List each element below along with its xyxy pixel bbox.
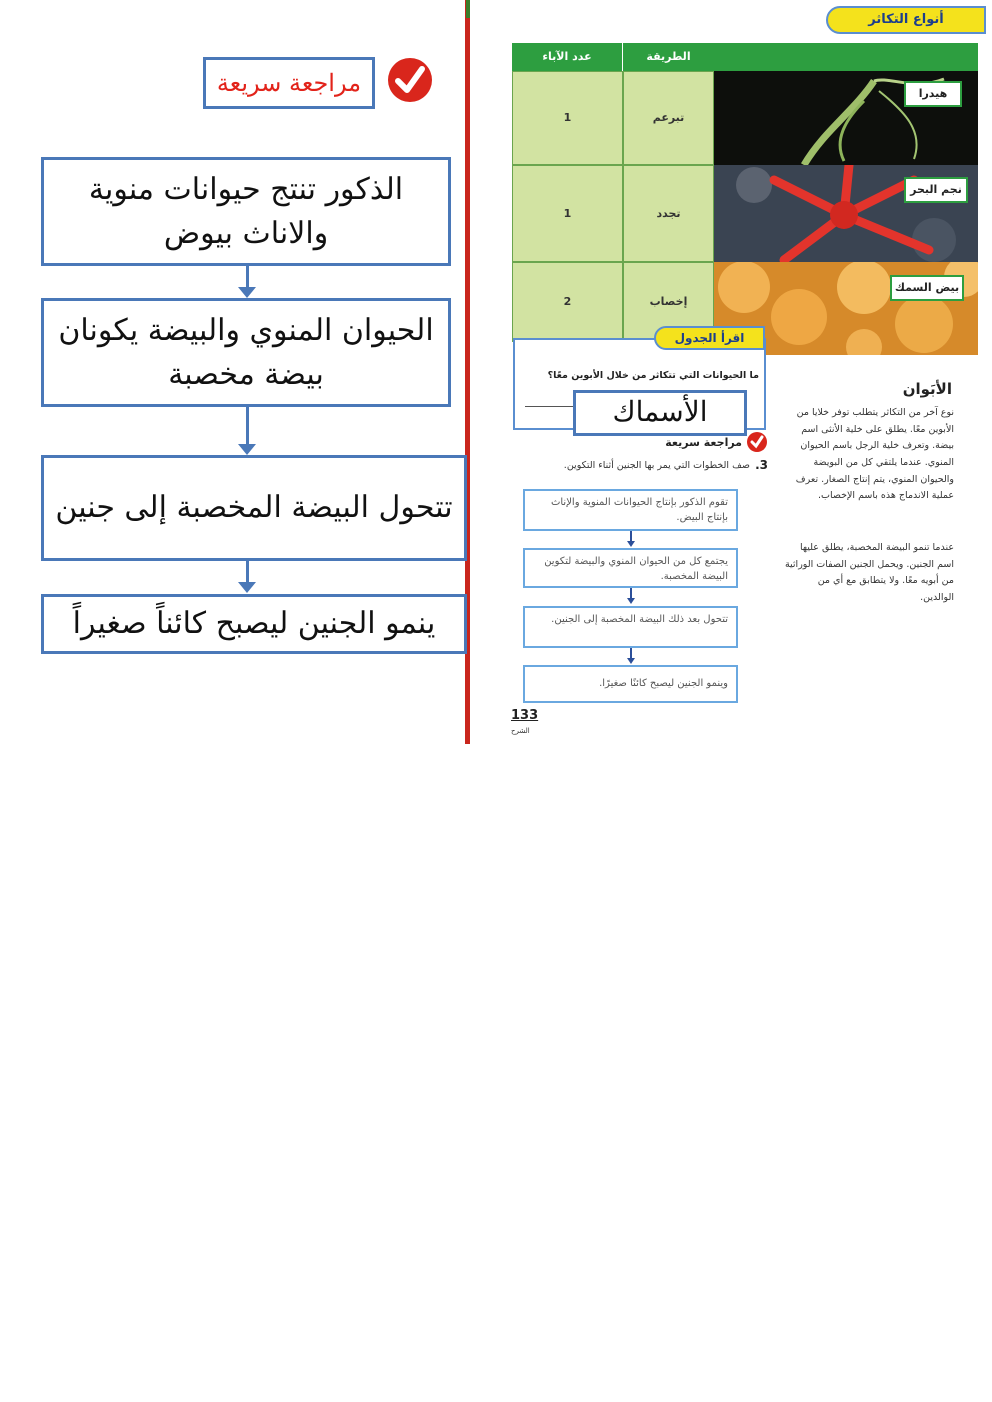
table-cell-parents: 1 bbox=[512, 71, 623, 165]
read-table-tab: اقرأ الجدول bbox=[654, 326, 765, 350]
page-quick-review-label: مراجعة سريعة bbox=[665, 436, 742, 449]
table-cell-method: تبرعم bbox=[623, 71, 714, 165]
question-number: 3. bbox=[755, 458, 768, 472]
quick-review-label: مراجعة سريعة bbox=[203, 57, 375, 109]
answer-overlay: الأسماك bbox=[573, 390, 747, 436]
table-header-method: الطريقة bbox=[623, 43, 714, 71]
table-header-photo bbox=[714, 43, 978, 71]
flow-step-3: تتحول البيضة المخصبة إلى جنين bbox=[41, 455, 467, 561]
arrow-down-icon bbox=[627, 541, 635, 547]
arrow-down-icon bbox=[627, 658, 635, 664]
table-cell-method: تجدد bbox=[623, 165, 714, 262]
mini-step-3: تتحول بعد ذلك البيضة المخصبة إلى الجنين. bbox=[523, 606, 738, 648]
mini-step-4: وينمو الجنين ليصبح كائنًا صغيرًا. bbox=[523, 665, 738, 703]
flow-step-1: الذكور تنتج حيوانات منوية والاناث بيوض bbox=[41, 157, 451, 266]
flow-arrow-2 bbox=[246, 407, 249, 445]
parents-paragraph-2: عندما تنمو البيضة المخصبة، يطلق عليها اسم الجنين. ويحمل الجنين الصفات الوراثية من أبويه معًا. ولا يتطابق مع أي من الوالدين. bbox=[784, 542, 954, 603]
page-divider-top bbox=[466, 0, 470, 18]
table-cell-parents: 1 bbox=[512, 165, 623, 262]
mini-arrow bbox=[630, 588, 632, 598]
check-icon bbox=[747, 432, 767, 452]
page-footer: الشرح bbox=[511, 727, 530, 735]
mini-step-2: يجتمع كل من الحيوان المنوي والبيضة لتكوين البيضة المخصبة. bbox=[523, 548, 738, 588]
quick-review-question: صف الخطوات التي يمر بها الجنين أثناء التكوين. bbox=[563, 460, 750, 471]
table-cell-method: إخصاب bbox=[623, 262, 714, 342]
table-cell-parents: 2 bbox=[512, 262, 623, 342]
reproduction-table bbox=[512, 43, 978, 355]
mini-arrow bbox=[630, 531, 632, 541]
answer-line bbox=[525, 406, 575, 407]
photo-label-hydra: هيدرا bbox=[904, 81, 962, 107]
table-header-parents: عدد الآباء bbox=[512, 43, 623, 71]
flow-arrow-3 bbox=[246, 561, 249, 583]
arrow-down-icon bbox=[238, 444, 256, 455]
photo-label-fish-eggs: بيض السمك bbox=[890, 275, 964, 301]
section-tab: أنواع التكاثر bbox=[826, 6, 986, 34]
flow-step-4: ينمو الجنين ليصبح كائناً صغيراً bbox=[41, 594, 467, 654]
flow-arrow-1 bbox=[246, 266, 249, 288]
check-icon bbox=[388, 58, 432, 102]
parents-paragraph-1: نوع آخر من التكاثر يتطلب توفر خلايا من الأبوين معًا. يطلق على خلية الأنثى اسم بيضة. وتعرف خلية الرجل باسم الحيوان المنوي. عندما يلتقي كل من البويضة والحيوان المنوي، يتم إنتاج الصغار. تعرف عملية الاندماج هذه باسم الإخصاب. bbox=[795, 407, 954, 502]
flow-step-2: الحيوان المنوي والبيضة يكونان بيضة مخصبة bbox=[41, 298, 451, 407]
arrow-down-icon bbox=[627, 598, 635, 604]
page-number: 133 bbox=[511, 708, 539, 723]
arrow-down-icon bbox=[238, 582, 256, 593]
mini-step-1: تقوم الذكور بإنتاج الحيوانات المنوية والإناث بإنتاج البيض. bbox=[523, 489, 738, 531]
photo-label-starfish: نجم البحر bbox=[904, 177, 968, 203]
parents-heading: الأبَوان bbox=[902, 380, 952, 398]
read-table-question: ما الحيوانات التي تتكاثر من خلال الأبوين معًا؟ bbox=[547, 370, 759, 381]
arrow-down-icon bbox=[238, 287, 256, 298]
mini-arrow bbox=[630, 648, 632, 658]
